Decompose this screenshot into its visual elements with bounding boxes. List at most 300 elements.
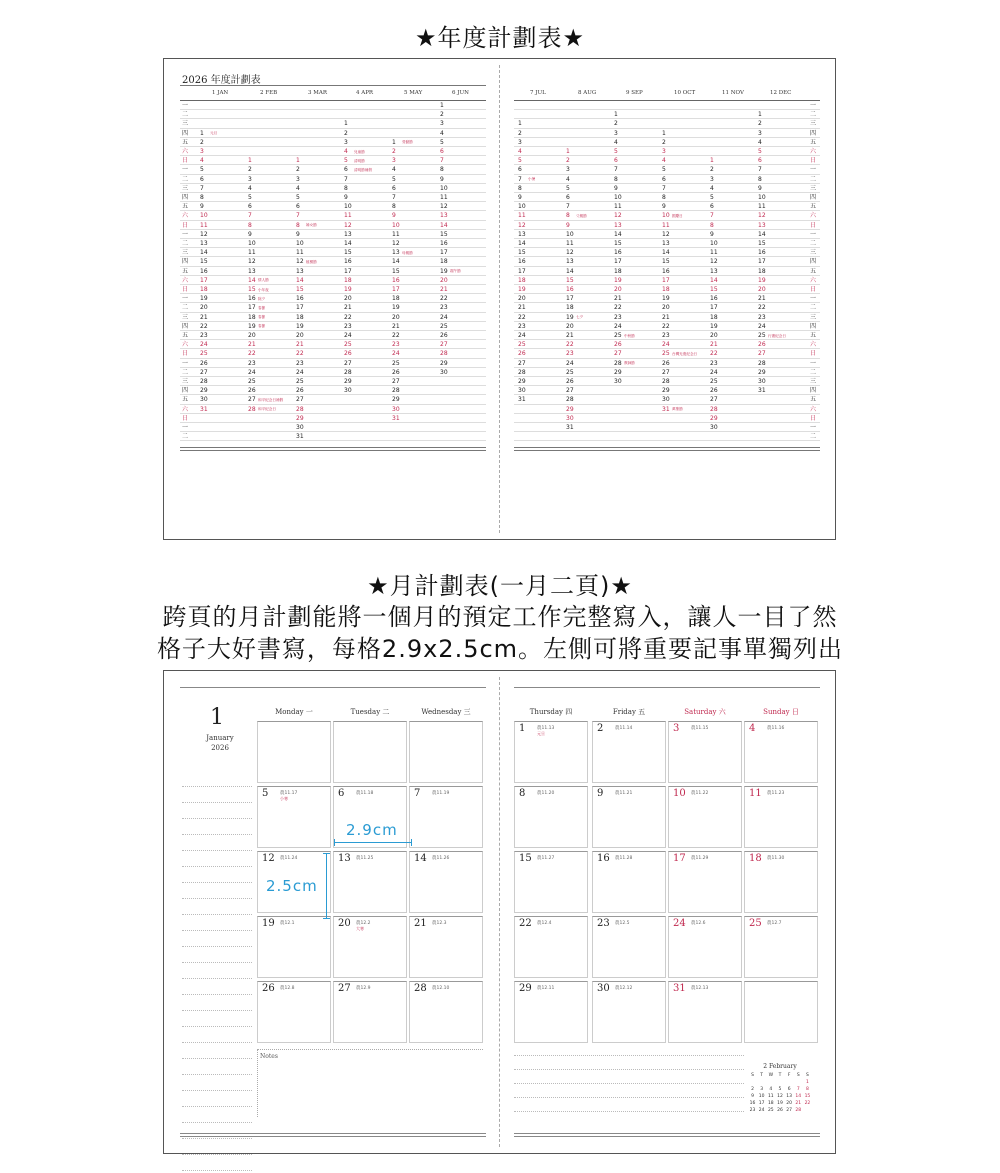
yearly-day: 19 [392, 304, 400, 312]
side-note-line[interactable] [182, 1154, 252, 1155]
notes-line[interactable] [514, 1097, 744, 1098]
day-number: 15 [519, 853, 532, 864]
yearly-day: 3 [248, 175, 252, 183]
day-cell[interactable] [333, 851, 407, 913]
side-note-line[interactable] [182, 786, 252, 787]
mini-calendar-day: 24 [758, 1108, 765, 1113]
yearly-row [514, 267, 820, 276]
bottom-rule [514, 1136, 820, 1137]
day-cell[interactable] [668, 721, 742, 783]
yearly-row [514, 101, 820, 110]
day-number: 26 [262, 983, 275, 994]
month-header: 9 SEP [626, 90, 643, 96]
weekday-label: 五 [810, 267, 817, 275]
day-cell[interactable] [409, 851, 483, 913]
yearly-day: 7 [518, 175, 522, 183]
side-note-line[interactable] [182, 978, 252, 979]
yearly-day: 21 [296, 341, 304, 349]
yearly-day: 11 [614, 203, 622, 211]
day-cell[interactable] [592, 851, 666, 913]
month-name-text: January [206, 734, 234, 742]
yearly-day: 17 [344, 267, 352, 275]
day-number: 25 [749, 918, 762, 929]
lunar-date: 農11.25 [356, 856, 374, 861]
holiday-tag: 七夕 [576, 315, 584, 320]
day-cell[interactable] [668, 851, 742, 913]
notes-line[interactable] [514, 1069, 744, 1070]
day-cell[interactable] [409, 916, 483, 978]
yearly-day: 19 [518, 286, 526, 293]
yearly-day: 4 [710, 184, 714, 192]
yearly-day: 3 [662, 148, 666, 155]
yearly-day: 15 [566, 276, 574, 284]
day-number: 28 [414, 983, 427, 994]
day-cell[interactable] [514, 916, 588, 978]
holiday-tag: 端午節 [450, 269, 461, 274]
month-header: 11 NOV [722, 90, 744, 96]
yearly-row [180, 322, 486, 331]
day-cell[interactable] [333, 916, 407, 978]
yearly-day: 2 [392, 148, 396, 155]
lunar-date: 農11.29 [691, 856, 709, 861]
side-note-line[interactable] [182, 1042, 252, 1043]
day-cell[interactable] [744, 916, 818, 978]
yearly-day: 23 [614, 313, 622, 321]
mini-calendar-day: 25 [767, 1108, 774, 1113]
day-cell[interactable] [514, 786, 588, 848]
yearly-row [180, 276, 486, 285]
side-note-line[interactable] [182, 834, 252, 835]
side-note-line[interactable] [182, 1106, 252, 1107]
yearly-day: 2 [248, 166, 252, 174]
yearly-day: 9 [566, 221, 570, 229]
yearly-day: 14 [662, 249, 670, 257]
yearly-day: 29 [662, 387, 670, 395]
yearly-day: 10 [344, 203, 352, 211]
yearly-day: 11 [662, 221, 670, 229]
yearly-day: 21 [392, 322, 400, 330]
mini-calendar-day: 13 [786, 1094, 792, 1099]
yearly-day: 27 [440, 341, 448, 349]
yearly-day: 19 [296, 322, 304, 330]
day-cell[interactable] [592, 981, 666, 1043]
side-note-line[interactable] [182, 1122, 252, 1123]
month-header: 5 MAY [404, 90, 423, 96]
day-cell[interactable] [514, 851, 588, 913]
weekday-label: 五 [810, 332, 817, 339]
lunar-date: 農11.16 [767, 726, 785, 731]
yearly-day: 29 [200, 387, 208, 395]
yearly-day: 28 [248, 405, 256, 413]
yearly-day: 24 [296, 368, 304, 376]
description-line-2: 格子大好書寫，每格2.9x2.5cm。左側可將重要記事單獨列出 [156, 635, 844, 663]
day-cell[interactable] [592, 786, 666, 848]
weekday-label: 五 [182, 203, 189, 211]
yearly-day: 13 [710, 267, 718, 275]
notes-line[interactable] [514, 1083, 744, 1084]
cell-height-label: 2.5cm [266, 877, 318, 895]
day-cell[interactable] [257, 916, 331, 978]
yearly-day: 30 [710, 424, 718, 431]
yearly-row [180, 129, 486, 138]
yearly-day: 8 [710, 221, 714, 229]
month-header: 3 MAR [308, 90, 327, 96]
day-cell[interactable] [592, 721, 666, 783]
yearly-day: 13 [614, 221, 622, 229]
side-note-line[interactable] [182, 1138, 252, 1139]
yearly-day: 21 [344, 304, 352, 312]
holiday-tag: 春節 [258, 324, 266, 329]
day-number: 22 [519, 918, 532, 929]
cell-height-line [326, 853, 327, 919]
notes-line[interactable] [514, 1055, 744, 1056]
day-cell[interactable] [592, 916, 666, 978]
yearly-day: 27 [566, 387, 574, 395]
yearly-day: 28 [758, 359, 766, 367]
yearly-day: 30 [344, 387, 352, 395]
yearly-day: 11 [248, 249, 256, 257]
day-cell[interactable] [257, 981, 331, 1043]
weekday-label: 六 [182, 148, 189, 155]
yearly-day: 9 [440, 175, 444, 183]
yearly-row [514, 423, 820, 432]
yearly-day: 13 [200, 240, 208, 247]
cell-height-tick [323, 853, 330, 854]
mini-calendar-row [748, 1093, 812, 1100]
weekday-label: 二 [810, 175, 817, 183]
weekday-label: 一 [810, 295, 817, 303]
lunar-date: 農11.14 [615, 726, 633, 731]
side-note-line[interactable] [182, 866, 252, 867]
yearly-day: 15 [200, 258, 208, 266]
yearly-day: 24 [614, 322, 622, 330]
yearly-day: 6 [758, 157, 762, 165]
day-cell[interactable] [744, 851, 818, 913]
weekday-header: Sunday 日 [763, 708, 799, 716]
side-note-line[interactable] [182, 882, 252, 883]
yearly-day: 22 [440, 295, 448, 303]
yearly-day: 23 [518, 322, 526, 330]
yearly-day: 3 [710, 175, 714, 183]
lunar-date: 農11.19 [432, 791, 450, 796]
day-cell[interactable] [668, 916, 742, 978]
yearly-day: 16 [662, 267, 670, 275]
day-number: 23 [597, 918, 610, 929]
weekday-label: 二 [182, 111, 189, 119]
spread-gutter [499, 677, 500, 1147]
mini-calendar-weekday: S [751, 1073, 754, 1078]
yearly-day: 10 [440, 184, 448, 192]
holiday-tag: 台灣光復紀念日 [672, 351, 698, 356]
mini-calendar-weekday: W [768, 1073, 774, 1078]
yearly-day: 24 [710, 368, 718, 376]
notes-area[interactable] [257, 1049, 483, 1117]
weekday-label: 一 [810, 359, 817, 367]
month-header: 2 FEB [260, 90, 278, 96]
yearly-day: 30 [440, 368, 448, 376]
weekday-label: 六 [182, 276, 189, 284]
mini-calendar-day: 19 [777, 1101, 783, 1106]
weekday-label: 四 [182, 387, 189, 395]
day-number: 11 [749, 788, 762, 799]
yearly-day: 11 [758, 203, 766, 211]
yearly-day: 7 [248, 212, 252, 220]
yearly-day: 8 [200, 194, 204, 201]
yearly-day: 19 [614, 276, 622, 284]
lunar-date: 農12.1 [280, 921, 295, 926]
day-number: 4 [749, 723, 756, 734]
yearly-day: 1 [758, 111, 762, 119]
weekday-label: 二 [182, 240, 189, 247]
side-note-line[interactable] [182, 1058, 252, 1059]
day-cell[interactable] [257, 786, 331, 848]
weekday-label: 三 [182, 249, 189, 257]
mini-calendar-day: 10 [758, 1094, 765, 1099]
yearly-day: 21 [518, 304, 526, 312]
yearly-row [180, 331, 486, 340]
day-number: 5 [262, 788, 269, 799]
side-note-line[interactable] [182, 962, 252, 963]
yearly-day: 22 [248, 350, 256, 358]
side-note-line[interactable] [182, 1026, 252, 1027]
yearly-day: 3 [344, 138, 348, 146]
yearly-day: 21 [758, 295, 766, 303]
yearly-day: 1 [344, 120, 348, 128]
yearly-day: 28 [344, 368, 352, 376]
yearly-row [180, 156, 486, 165]
day-cell[interactable] [744, 981, 818, 1043]
yearly-day: 31 [392, 414, 400, 422]
day-number: 6 [338, 788, 345, 799]
yearly-day: 1 [518, 120, 522, 128]
yearly-day: 10 [392, 221, 400, 229]
weekday-label: 日 [810, 414, 817, 422]
mini-calendar-day: 27 [786, 1108, 792, 1113]
yearly-day: 12 [392, 240, 400, 247]
month-header: 7 JUL [530, 90, 546, 96]
yearly-day: 17 [200, 276, 208, 284]
weekday-label: 三 [810, 249, 817, 257]
yearly-day: 26 [614, 341, 622, 349]
yearly-day: 20 [296, 332, 304, 339]
yearly-day: 13 [248, 267, 256, 275]
weekday-label: 四 [810, 129, 817, 137]
yearly-day: 28 [710, 405, 718, 413]
mini-calendar-day: 9 [751, 1094, 754, 1099]
weekday-label: 四 [810, 258, 817, 266]
yearly-day: 6 [440, 148, 444, 155]
yearly-row [180, 239, 486, 248]
mini-calendar-day: 6 [787, 1087, 791, 1092]
yearly-day: 1 [200, 129, 204, 137]
side-note-line[interactable] [182, 818, 252, 819]
day-cell[interactable] [668, 981, 742, 1043]
side-note-line[interactable] [182, 1170, 252, 1171]
footer-rule [180, 447, 486, 448]
yearly-day: 16 [344, 258, 352, 266]
yearly-day: 10 [566, 230, 574, 238]
yearly-day: 31 [758, 387, 766, 395]
side-note-line[interactable] [182, 898, 252, 899]
yearly-day: 11 [518, 212, 526, 220]
yearly-day: 15 [392, 267, 400, 275]
yearly-day: 23 [392, 341, 400, 349]
weekday-label: 四 [182, 322, 189, 330]
yearly-day: 4 [200, 157, 204, 165]
weekday-label: 二 [810, 304, 817, 312]
lunar-date: 農11.30 [767, 856, 785, 861]
yearly-row [180, 285, 486, 294]
yearly-day: 18 [566, 304, 574, 312]
yearly-planner-heading: ★年度計劃表★ [414, 24, 586, 52]
day-cell[interactable] [744, 721, 818, 783]
weekday-label: 四 [810, 387, 817, 395]
weekday-label: 二 [810, 240, 817, 247]
day-cell[interactable] [514, 981, 588, 1043]
yearly-day: 22 [758, 304, 766, 312]
yearly-day: 9 [392, 212, 396, 220]
yearly-row [514, 175, 820, 184]
yearly-day: 24 [518, 332, 526, 339]
yearly-day: 16 [710, 295, 718, 303]
yearly-day: 3 [440, 120, 444, 128]
yearly-day: 24 [440, 313, 448, 321]
yearly-day: 26 [296, 387, 304, 395]
yearly-day: 21 [248, 341, 256, 349]
holiday-tag: 春節 [258, 305, 266, 310]
day-cell[interactable] [333, 721, 407, 783]
yearly-day: 20 [248, 332, 256, 339]
weekday-label: 四 [182, 194, 189, 201]
yearly-day: 3 [200, 148, 204, 155]
weekday-label: 四 [810, 194, 817, 201]
yearly-day: 13 [440, 212, 448, 220]
yearly-day: 20 [662, 304, 670, 312]
day-cell[interactable] [668, 786, 742, 848]
weekday-label: 日 [810, 157, 817, 165]
side-note-line[interactable] [182, 930, 252, 931]
day-cell[interactable] [744, 786, 818, 848]
yearly-day: 25 [566, 368, 574, 376]
yearly-day: 5 [440, 138, 444, 146]
yearly-day: 15 [440, 230, 448, 238]
yearly-day: 23 [248, 359, 256, 367]
day-number: 10 [673, 788, 686, 799]
lunar-date: 農12.7 [767, 921, 782, 926]
yearly-day: 22 [662, 322, 670, 330]
side-note-line[interactable] [182, 1074, 252, 1075]
yearly-day: 16 [440, 240, 448, 247]
day-cell[interactable] [409, 786, 483, 848]
weekday-label: 二 [810, 433, 817, 441]
mini-calendar-day: 16 [749, 1101, 756, 1106]
day-cell[interactable] [257, 721, 331, 783]
yearly-day: 17 [758, 258, 766, 266]
yearly-day: 27 [518, 359, 526, 367]
yearly-day: 22 [566, 341, 574, 349]
side-note-line[interactable] [182, 850, 252, 851]
day-cell[interactable] [409, 981, 483, 1043]
yearly-day: 19 [200, 295, 208, 303]
weekday-label: 四 [182, 258, 189, 266]
weekday-label: 一 [182, 102, 189, 109]
yearly-day: 30 [200, 396, 208, 404]
yearly-day: 1 [662, 129, 666, 137]
yearly-row [514, 276, 820, 285]
yearly-day: 15 [296, 286, 304, 293]
month-year: 2026 [211, 744, 229, 752]
yearly-day: 6 [566, 194, 570, 201]
lunar-date: 農11.20 [537, 791, 555, 796]
yearly-day: 10 [518, 203, 526, 211]
yearly-day: 28 [296, 405, 304, 413]
yearly-row [180, 147, 486, 156]
day-cell[interactable] [409, 721, 483, 783]
yearly-day: 22 [344, 313, 352, 321]
side-note-line[interactable] [182, 994, 252, 995]
yearly-day: 17 [296, 304, 304, 312]
day-number: 29 [519, 983, 532, 994]
yearly-day: 20 [710, 332, 718, 339]
yearly-day: 11 [440, 194, 448, 201]
yearly-day: 16 [200, 267, 208, 275]
yearly-row [180, 368, 486, 377]
month-header: 10 OCT [674, 90, 696, 96]
yearly-row [514, 221, 820, 230]
side-note-line[interactable] [182, 946, 252, 947]
side-note-line[interactable] [182, 1010, 252, 1011]
day-number: 27 [338, 983, 351, 994]
yearly-row [180, 267, 486, 276]
yearly-day: 4 [758, 138, 762, 146]
yearly-day: 17 [662, 276, 670, 284]
side-note-line[interactable] [182, 1090, 252, 1091]
yearly-day: 18 [758, 267, 766, 275]
yearly-row [180, 110, 486, 119]
yearly-row [514, 414, 820, 423]
month-header: 1 JAN [212, 90, 229, 96]
lunar-date: 農12.9 [356, 986, 371, 991]
weekday-label: 一 [182, 424, 189, 431]
notes-line[interactable] [514, 1111, 744, 1112]
yearly-day: 4 [614, 138, 618, 146]
side-note-line[interactable] [182, 802, 252, 803]
yearly-day: 26 [518, 350, 526, 358]
day-cell[interactable] [333, 981, 407, 1043]
yearly-row [514, 294, 820, 303]
yearly-day: 31 [518, 396, 526, 404]
yearly-day: 28 [440, 350, 448, 358]
yearly-row [180, 349, 486, 358]
weekday-label: 六 [810, 148, 817, 155]
day-cell[interactable] [514, 721, 588, 783]
lunar-date: 農11.15 [691, 726, 709, 731]
yearly-day: 12 [200, 230, 208, 238]
yearly-day: 28 [614, 359, 622, 367]
yearly-day: 18 [296, 313, 304, 321]
mini-calendar-title: 2 February [763, 1063, 797, 1070]
weekday-label: 五 [182, 138, 189, 146]
yearly-day: 4 [518, 148, 522, 155]
day-number: 18 [749, 853, 762, 864]
yearly-day: 25 [392, 359, 400, 367]
month-header: 6 JUN [452, 90, 469, 96]
yearly-day: 6 [392, 184, 396, 192]
yearly-day: 8 [662, 194, 666, 201]
yearly-day: 8 [758, 175, 762, 183]
yearly-day: 20 [344, 295, 352, 303]
side-note-line[interactable] [182, 914, 252, 915]
